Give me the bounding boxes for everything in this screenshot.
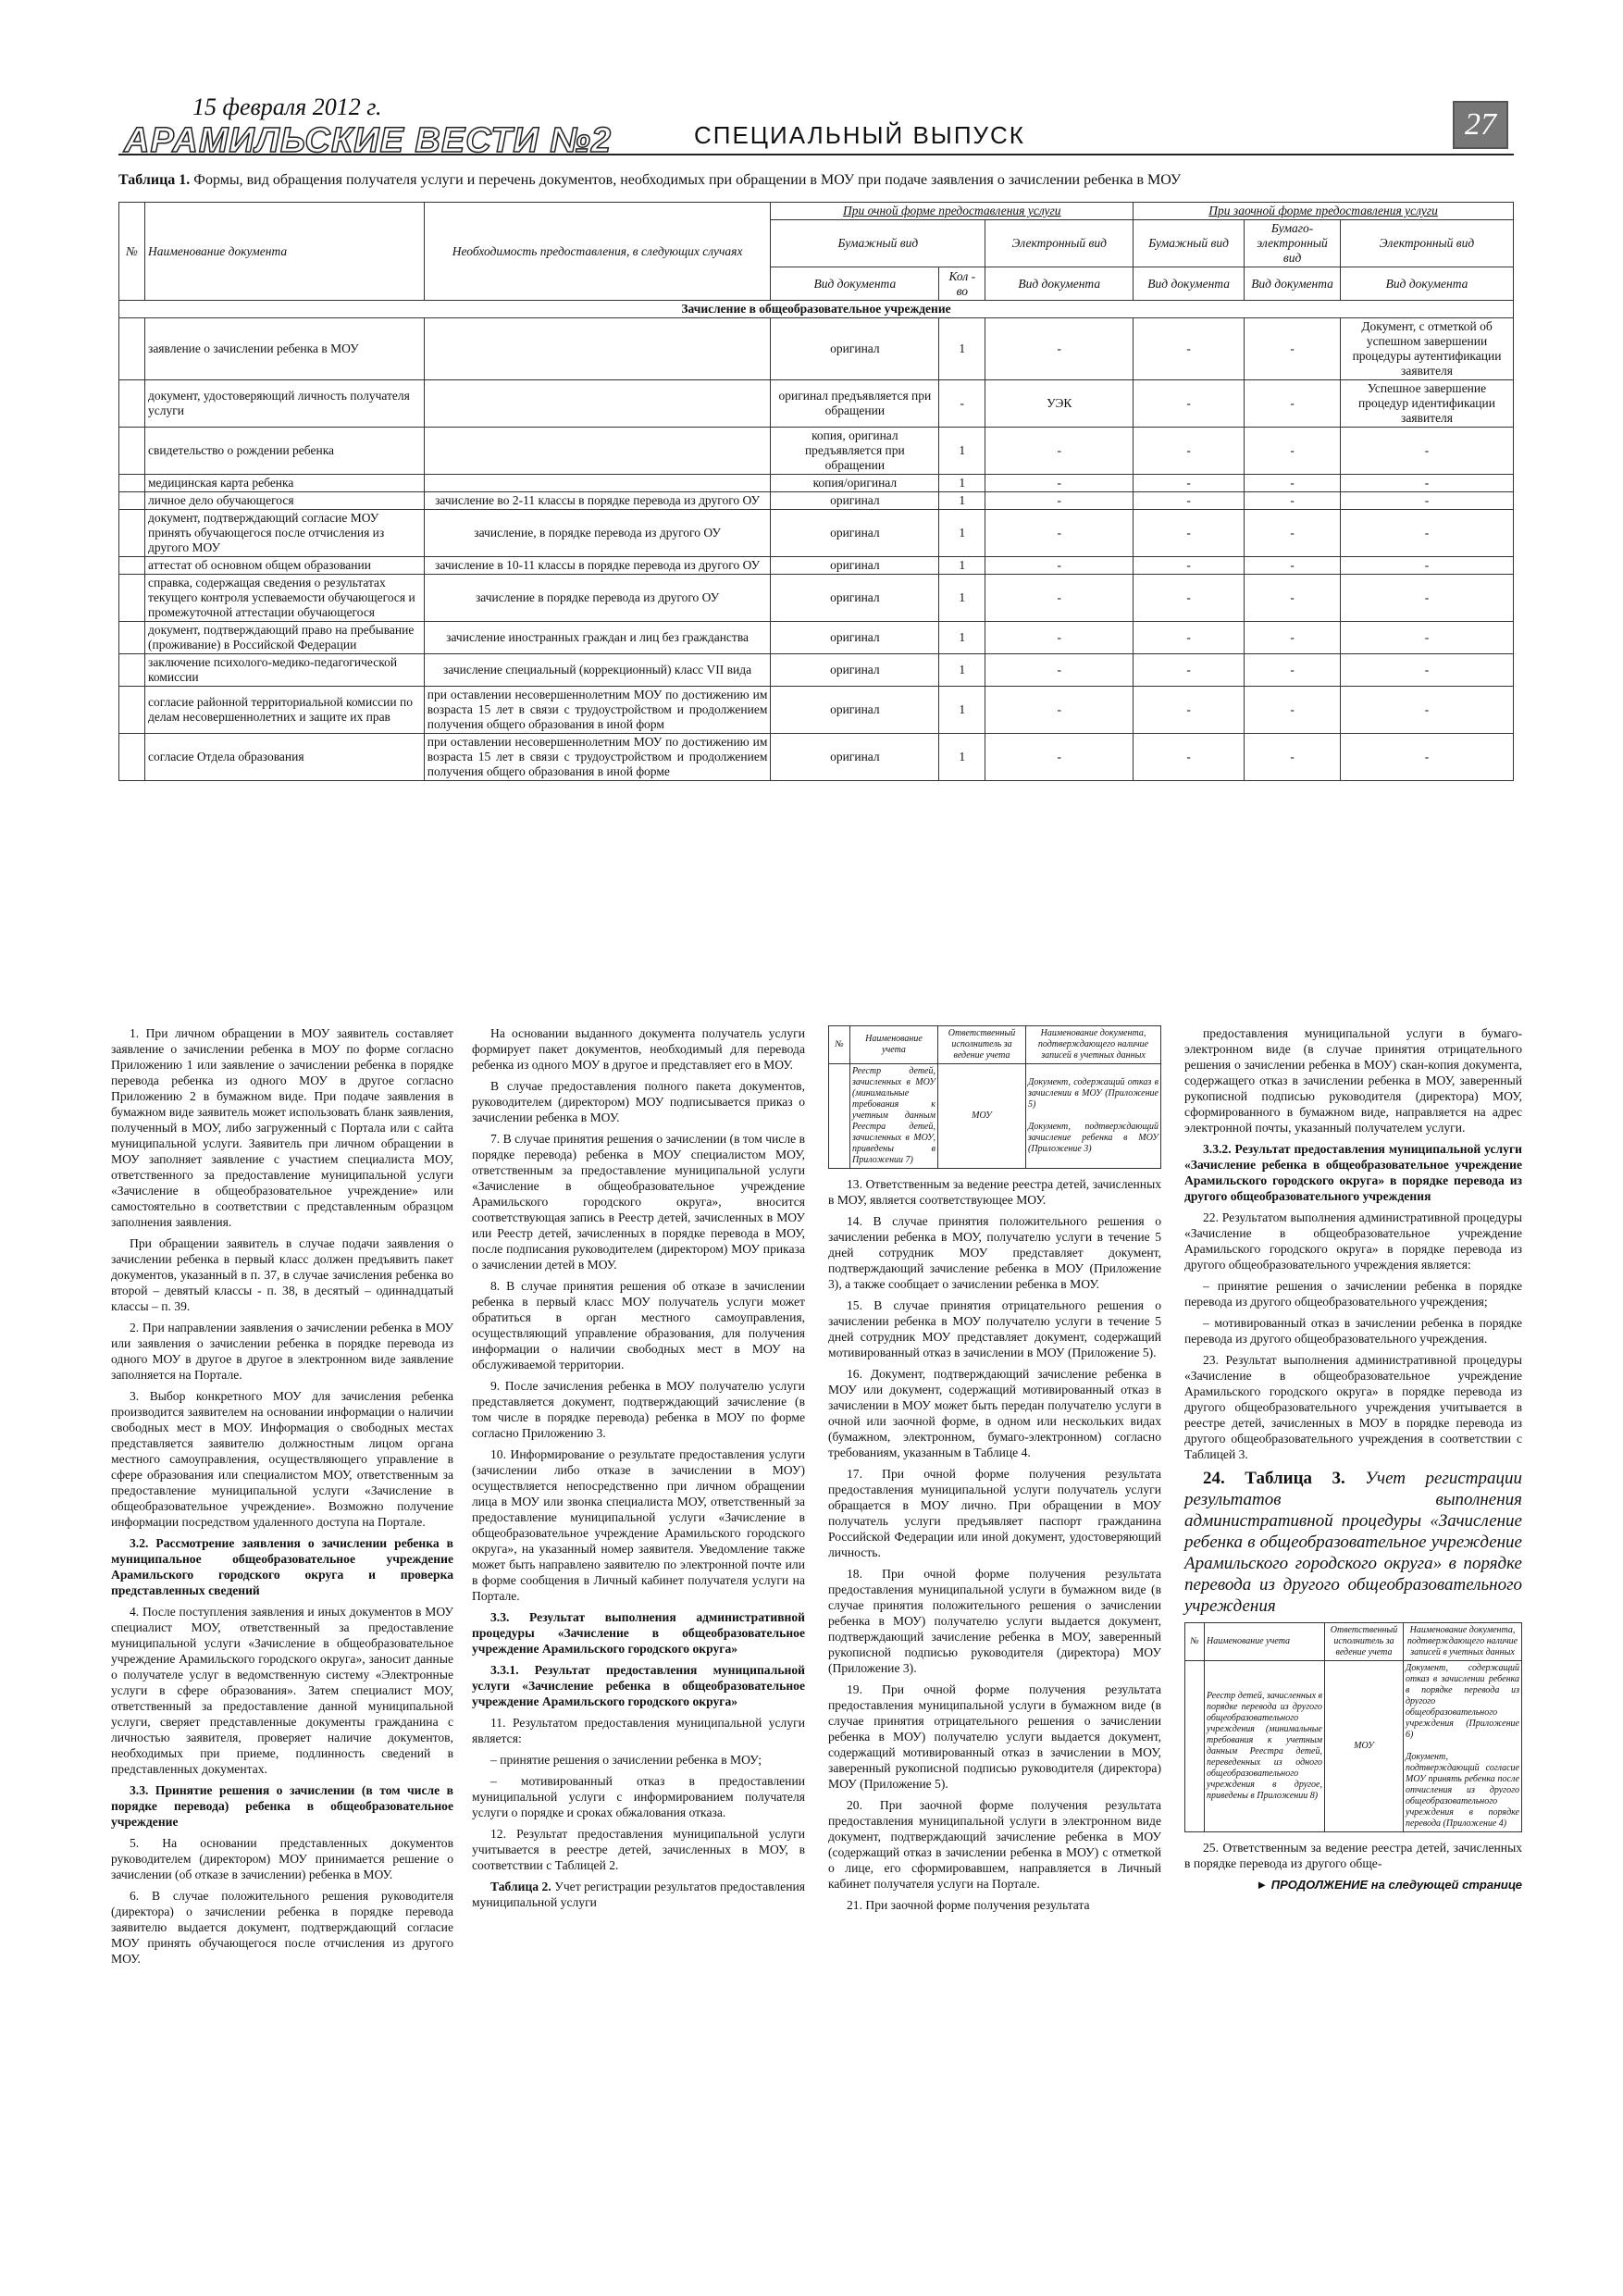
text-column-3 (828, 1025, 1161, 1918)
table-cell (119, 492, 145, 510)
table-cell (424, 380, 771, 428)
section-heading: 3.3.2. Результат предоставления муниципальной услуги «Зачисление ребенка в общеобразовательное учреждение Арамильского городского округа» в порядке перевода из другого общеобразовательного учреждения (1184, 1142, 1522, 1203)
table-cell: - (1134, 734, 1245, 781)
table-cell (119, 318, 145, 380)
table-cell: 1 (939, 318, 985, 380)
table-cell: - (1134, 557, 1245, 575)
table-cell: - (1341, 510, 1514, 557)
section-heading: 3.2. Рассмотрение заявления о зачислении ребенка в муниципальное общеобразовательное учреждение Арамильского городского округа и проверка представленных сведений (111, 1536, 453, 1597)
table-cell: согласие Отдела образования (144, 734, 424, 781)
table-cell: - (1245, 318, 1341, 380)
table-cell: - (1245, 492, 1341, 510)
paragraph: 21. При заочной форме получения результата (847, 1898, 1090, 1912)
section-heading: 3.3. Результат выполнения административной процедуры «Зачисление в общеобразовательное учреждение Арамильского городского округа» (472, 1610, 805, 1656)
paragraph: 11. Результатом предоставления муниципальной услуги является: (472, 1716, 805, 1745)
table-cell: - (1134, 687, 1245, 734)
issue-date: 15 февраля 2012 г. (192, 93, 382, 120)
table1-caption: Таблица 1. Формы, вид обращения получателя услуги и перечень документов, необходимых при обращении в МОУ при подаче заявления о зачислении ребенка в МОУ (118, 172, 1182, 188)
paragraph: – принятие решения о зачислении ребенка в МОУ; (490, 1753, 762, 1767)
table-cell: зачисление в порядке перевода из другого ОУ (424, 575, 771, 622)
newspaper-title: АРАМИЛЬСКИЕ ВЕСТИ №2 (124, 121, 612, 160)
table-cell: заявление о зачислении ребенка в МОУ (144, 318, 424, 380)
table-row (119, 654, 1514, 687)
paragraph: 16. Документ, подтверждающий зачисление ребенка в МОУ или документ, содержащий мотивированный отказ в зачислении в МОУ может быть передан получателю услуги в очной или заочной форме, в одном или нескольких видах (бумажном, электронном, бумаго-электронном) согласно требованиям, указанным в Таблице 4. (828, 1367, 1161, 1459)
text-column-4 (1184, 1025, 1522, 1898)
table-cell: - (1245, 475, 1341, 492)
special-issue-label: СПЕЦИАЛЬНЫЙ ВЫПУСК (694, 121, 1025, 149)
paragraph: предоставления муниципальной услуги в бумаго-электронном виде (в случае принятия отрицательного решения о зачислении ребенка в МОУ) скан-копия документа, содержащего отказ в зачислении ребенка в МОУ, заверенный рукописной подписью руководителя (директора) МОУ, сформированного в бумажном виде, направляется на адрес электронной почты, указанный получателем услуги. (1184, 1026, 1522, 1135)
table-cell: - (985, 622, 1134, 654)
table-cell: - (1341, 654, 1514, 687)
table-cell: - (985, 318, 1134, 380)
table-cell: - (939, 380, 985, 428)
paragraph: 23. Результат выполнения административной процедуры «Зачисление в общеобразовательное учреждение Арамильского городского округа» в порядке перевода из другого общеобразовательного учреждения учитывается в реестре детей, зачисленных в МОУ в порядке перевода из другого общеобразовательного учреждения в соответствии с Таблицей 3. (1184, 1353, 1522, 1461)
paragraph: 5. На основании представленных документов руководителем (директором) МОУ принимается решение о зачислении (об отказе в зачислении) ребенка в МОУ. (111, 1836, 453, 1881)
paragraph: 18. При очной форме получения результата предоставления муниципальной услуги в бумажном виде (в случае принятия положительного решения о зачислении ребенка в МОУ) получателю услуги выдается документ, подтверждающий зачисление ребенка в МОУ, заверенный рукописной подписью руководителя (директора) МОУ (Приложение 3). (828, 1567, 1161, 1675)
table-cell: копия/оригинал (771, 475, 939, 492)
table-cell (119, 734, 145, 781)
paragraph: При обращении заявитель в случае подачи заявления о зачислении ребенка в первый класс должен предъявить пакет документов, указанный в п. 37, в случае зачисления ребенка во второй – девятый классы - п. 38, в десятый – одиннадцатый классы – п. 39. (111, 1236, 453, 1313)
table-cell: - (985, 734, 1134, 781)
table-cell: - (1134, 622, 1245, 654)
table-cell: аттестат об основном общем образовании (144, 557, 424, 575)
table-cell: оригинал (771, 734, 939, 781)
table-cell: зачисление иностранных граждан и лиц без гражданства (424, 622, 771, 654)
table-cell: - (1341, 557, 1514, 575)
table-cell: оригинал (771, 575, 939, 622)
table-cell: справка, содержащая сведения о результатах текущего контроля успеваемости обучающегося и промежуточной аттестации обучающегося (144, 575, 424, 622)
table-cell: - (985, 428, 1134, 475)
table-cell: при оставлении несовершеннолетним МОУ по достижению им возраста 15 лет в связи с трудоустройством и продолжением получения общего образования в иной форме (424, 734, 771, 781)
continued-note: ► ПРОДОЛЖЕНИЕ на следующей странице (1256, 1878, 1522, 1892)
table-row (119, 687, 1514, 734)
table-cell: - (1245, 687, 1341, 734)
table1: № Наименование документа Необходимость предоставления, в следующих случаях При очной форме предоставления услуги При заочной форме предоставления услуги Бумажный вид Электронный вид Бумажный вид Бумаго-электронный вид Электронный вид Вид документа Кол - во Вид документа Вид документа Вид документа Вид документа Зачисление в общеобразовательное учреждение заявление о зачислении ребенка в МОУ оригинал 1 - - - Документ, с отметкой об успешном завершении процедуры аутентификации заявителя документ, удостоверяющий личность получателя услуги оригинал предъявляется при обращении - УЭК - - Успешное завершение процедур идентификации заявителя свидетельство о рождении ребенка копия, оригинал предъявляется при обращении 1 - - - - медицинская карта ребенка копия/оригинал 1 - - - - личное дело обучающегося зачисление во 2-11 классы в порядке перевода из другого ОУ оригинал 1 - - - - документ, подтверждающий согласие МОУ принять обучающегося после отчисления из другого МОУ зачисление, в порядке перевода из другого ОУ оригинал 1 - - - - аттестат об основном общем образовании зачисление в 10-11 классы в порядке перевода из другого ОУ оригинал 1 - - - - справка, содержащая сведения о результатах текущего контроля успеваемости обучающегося и промежуточной аттестации обучающегося зачисление в порядке перевода из другого ОУ оригинал 1 - - - - документ, подтверждающий право на пребывание (проживание) в Российской Федерации зачисление иностранных граждан и лиц без гражданства оригинал 1 - - - - заключение психолого-медико-педагогической комиссии зачисление специальный (коррекционный) класс VII вида оригинал 1 - - - - согласие районной территориальной комиссии по делам несовершеннолетних и защите их прав при оставлении несовершеннолетним МОУ по достижению им возраста 15 лет в связи с трудоустройством и продолжением получения общего образования в иной форм оригинал 1 - - - - согласие Отдела образования при оставлении несовершеннолетним МОУ по достижению им возраста 15 лет в связи с трудоустройством и продолжением получения общего образования в иной форме оригинал 1 - - - - (118, 202, 1514, 781)
table-row (119, 428, 1514, 475)
paragraph: – принятие решения о зачислении ребенка в порядке перевода из другого общеобразовательного учреждения; (1184, 1279, 1522, 1309)
paragraph: 10. Информирование о результате предоставления услуги (зачислении либо отказе в зачислении в МОУ) осуществляется непосредственно при личном обращении лица в МОУ или звонка специалиста МОУ, ответственный за предоставление муниципальной услуги «Зачисление в общеобразовательное учреждение Арамильского городского округа», на указанный номер заявителя. Уведомление также может быть направлено заявителю по электронной почте или в форме сообщения в Личный кабинет получателя услуги на Портале. (472, 1447, 805, 1603)
table-cell (119, 428, 145, 475)
table-cell: документ, подтверждающий согласие МОУ принять обучающегося после отчисления из другого МОУ (144, 510, 424, 557)
table3: № Наименование учета Ответственный исполнитель за ведение учета Наименование документа, подтверждающего наличие записей в учетных данных Реестр детей, зачисленных в порядке перевода из другого общеобразовательного учреждения (минимальные требования к учетным данным Реестра детей, переведенных из одного общеобразовательного учреждения в другое, приведены в Приложении 8) МОУ Документ, содержащий отказ в зачислении ребенка в порядке перевода из другого общеобразовательного учреждения (Приложение 6) Документ, подтверждающий согласие МОУ принять ребенка после отчисления из другого общеобразовательного учреждения в порядке перевода (Приложение 4) (1184, 1622, 1522, 1832)
table-cell: - (1245, 734, 1341, 781)
table-row (119, 622, 1514, 654)
table-cell: - (1341, 428, 1514, 475)
table-row (119, 575, 1514, 622)
paragraph: – мотивированный отказ в предоставлении муниципальной услуги с информированием получателя услуги о порядке и сроках обжалования отказа. (472, 1774, 805, 1819)
table-cell: 1 (939, 428, 985, 475)
table-cell: - (1341, 575, 1514, 622)
table1-section: Зачисление в общеобразовательное учреждение (119, 301, 1514, 318)
table-cell: оригинал (771, 687, 939, 734)
table-cell: зачисление, в порядке перевода из другого ОУ (424, 510, 771, 557)
table-cell: 1 (939, 734, 985, 781)
table-row (119, 557, 1514, 575)
table-cell: оригинал предъявляется при обращении (771, 380, 939, 428)
table-cell: - (1245, 428, 1341, 475)
table-cell: оригинал (771, 510, 939, 557)
table-row (119, 492, 1514, 510)
paragraph: 7. В случае принятия решения о зачислении (в том числе в порядке перевода) ребенка в МОУ специалистом МОУ, ответственным за предоставление муниципальной услуги «Зачисление в общеобразовательное учреждение Арамильского городского округа», вносится соответствующая запись в Реестр детей, зачисленных в МОУ или Реестр детей, зачисленных в порядке перевода в МОУ, после подписания руководителем (директором) МОУ приказа о зачислении детей в МОУ. (472, 1132, 805, 1272)
table-cell: 1 (939, 475, 985, 492)
paragraph: 20. При заочной форме получения результата предоставления муниципальной услуги в электронном виде документ, подтверждающий зачисление ребенка в МОУ (содержащий отказ в зачислении ребенка в МОУ) с отметкой о лице, его сформировавшем, направляется в Личный кабинет получателя услуги на Портале. (828, 1798, 1161, 1891)
table-cell: - (985, 510, 1134, 557)
table-cell (119, 654, 145, 687)
table-cell: - (1245, 654, 1341, 687)
section-heading: 3.3. Принятие решения о зачислении (в том числе в порядке перевода) ребенка в общеобразовательное учреждение (111, 1783, 453, 1829)
table-cell: 1 (939, 510, 985, 557)
table-cell: заключение психолого-медико-педагогической комиссии (144, 654, 424, 687)
table-cell: Успешное завершение процедур идентификации заявителя (1341, 380, 1514, 428)
table-cell: - (1134, 575, 1245, 622)
table-cell: медицинская карта ребенка (144, 475, 424, 492)
table-cell: - (1341, 492, 1514, 510)
paragraph: 15. В случае принятия отрицательного решения о зачислении ребенка в МОУ получателю услуги в течение 5 дней сотрудник МОУ представляет документ, содержащий мотивированный отказ в зачислении в МОУ (Приложение 5). (828, 1298, 1161, 1359)
table-cell: - (985, 687, 1134, 734)
table-cell: - (1134, 492, 1245, 510)
paragraph: 2. При направлении заявления о зачислении ребенка в МОУ или заявления о зачислении ребенка в порядке перевода из одного МОУ в другое в другое в электронном виде заявление заполняется на Портале. (111, 1321, 453, 1382)
table-cell: 1 (939, 575, 985, 622)
paragraph: 14. В случае принятия положительного решения о зачислении ребенка в МОУ, получателю услуги в течение 5 дней сотрудник МОУ представляет документ, подтверждающий зачисление ребенка в МОУ (Приложение 3), а также сообщает о зачислении ребенка в МОУ. (828, 1214, 1161, 1291)
table-cell: - (1245, 510, 1341, 557)
page-number: 27 (1453, 101, 1508, 149)
table-cell (424, 475, 771, 492)
table-cell: - (1134, 428, 1245, 475)
table-cell: - (1341, 687, 1514, 734)
paragraph: 4. После поступления заявления и иных документов в МОУ специалист МОУ, ответственный за предоставление муниципальной услуги «Зачисление в общеобразовательное учреждение Арамильского городского округа», заносит данные о получателе услуг в ведомственную систему «Электронные услуги в сфере образования». Затем специалист МОУ, ответственный за предоставление данной муниципальной услуги, сверяет представленные документы гражданина с личностью заявителя, проверяет наличие документов, необходимых при приеме, подлинность сведений в представленных документах. (111, 1605, 453, 1776)
table-cell: копия, оригинал предъявляется при обращении (771, 428, 939, 475)
page-header (111, 88, 1518, 171)
table-cell: - (1341, 475, 1514, 492)
table-cell: - (985, 557, 1134, 575)
table3-caption: 24. Таблица 3. Учет регистрации результатов выполнения административной процедуры «Зачисление ребенка в общеобразовательное учреждение Арамильского городского округа» в порядке перевода из другого общеобразовательного учреждения (1184, 1469, 1523, 1616)
table-cell (119, 687, 145, 734)
paragraph: 25. Ответственным за ведение реестра детей, зачисленных в порядке перевода из другого обще- (1184, 1841, 1522, 1870)
paragraph: 17. При очной форме получения результата предоставления муниципальной услуги получатель услуги обращается в МОУ лично. При обращении в МОУ получатель услуги предъявляет паспорт гражданина Российской Федерации или иной документ, удостоверяющий личность. (828, 1467, 1161, 1559)
table-cell: оригинал (771, 622, 939, 654)
text-column-1 (111, 1025, 453, 1972)
table-cell: 1 (939, 654, 985, 687)
paragraph: 12. Результат предоставления муниципальной услуги учитывается в реестре детей, зачисленных в МОУ, в соответствии с Таблицей 2. (472, 1827, 805, 1872)
paragraph: – мотивированный отказ в зачислении ребенка в порядке перевода из другого общеобразовательного учреждения. (1184, 1316, 1522, 1346)
paragraph: На основании выданного документа получатель услуги формирует пакет документов, необходимый для перевода ребенка из одного МОУ в другое и представляет его в МОУ. (472, 1026, 805, 1072)
table-row (119, 475, 1514, 492)
table-cell (119, 475, 145, 492)
table-cell: - (1134, 318, 1245, 380)
table-cell: оригинал (771, 492, 939, 510)
table-cell: оригинал (771, 318, 939, 380)
paragraph: В случае предоставления полного пакета документов, руководителем (директором) МОУ подписывается приказ о зачислении ребенка в МОУ. (472, 1079, 805, 1124)
table-cell: оригинал (771, 557, 939, 575)
table-cell: - (1245, 622, 1341, 654)
table-row (119, 734, 1514, 781)
table-cell: документ, удостоверяющий личность получателя услуги (144, 380, 424, 428)
table-cell: свидетельство о рождении ребенка (144, 428, 424, 475)
table-cell: - (1134, 510, 1245, 557)
section-heading: 3.3.1. Результат предоставления муниципальной услуги «Зачисление ребенка в общеобразовательное учреждение Арамильского городского округа» (472, 1663, 805, 1708)
table-cell: 1 (939, 687, 985, 734)
table-cell (119, 557, 145, 575)
table2: № Наименование учета Ответственный исполнитель за ведение учета Наименование документа, подтверждающего наличие записей в учетных данных Реестр детей, зачисленных в МОУ (минимальные требования к учетным данным Реестра детей, зачисленных в МОУ, приведены в Приложении 7) МОУ Документ, содержащий отказ в зачислении в МОУ (Приложение 5) Документ, подтверждающий зачисление ребенка в МОУ (Приложение 3) (828, 1025, 1161, 1169)
table-cell: зачисление в 10-11 классы в порядке перевода из другого ОУ (424, 557, 771, 575)
table-cell: при оставлении несовершеннолетним МОУ по достижению им возраста 15 лет в связи с трудоустройством и продолжением получения общего образования в иной форм (424, 687, 771, 734)
paragraph: 8. В случае принятия решения об отказе в зачислении ребенка в первый класс МОУ получатель услуги может обратиться в орган местного самоуправления, осуществляющий управление образования, для получения информации о наличии свободных мест в МОУ на обслуживаемой территории. (472, 1279, 805, 1371)
table-row (119, 318, 1514, 380)
table-row (119, 380, 1514, 428)
table-cell: личное дело обучающегося (144, 492, 424, 510)
paragraph: 3. Выбор конкретного МОУ для зачисления ребенка производится заявителем на основании информации о наличии свободных мест в МОУ. Информация о свободных местах представляется заявителю должностным лицом органа местного самоуправления, осуществляющего управление в сфере образования или специалистом МОУ, ответственным за предоставление муниципальной услуги «Зачисление в общеобразовательное учреждение». Возможно получение информации посредством удаленного доступа на Портале. (111, 1389, 453, 1529)
table-cell: - (985, 492, 1134, 510)
table-cell: - (1245, 557, 1341, 575)
table-cell: - (1134, 475, 1245, 492)
table-cell: - (1134, 380, 1245, 428)
table-cell (119, 380, 145, 428)
table-cell: согласие районной территориальной комиссии по делам несовершеннолетних и защите их прав (144, 687, 424, 734)
table-cell: 1 (939, 622, 985, 654)
table-row (119, 510, 1514, 557)
paragraph: 22. Результатом выполнения административной процедуры «Зачисление в общеобразовательное учреждение Арамильского городского округа» в порядке перевода из другого общеобразовательного учреждения является: (1184, 1210, 1522, 1272)
table-cell: зачисление специальный (коррекционный) класс VII вида (424, 654, 771, 687)
table-cell (119, 575, 145, 622)
table-cell: 1 (939, 557, 985, 575)
table-cell: - (985, 575, 1134, 622)
table-cell: - (1245, 575, 1341, 622)
paragraph: 9. После зачисления ребенка в МОУ получателю услуги представляется документ, подтверждающий зачисление (в том числе в порядке перевода) ребенка в МОУ по форме согласно Приложению 3. (472, 1379, 805, 1440)
table-cell: - (1341, 622, 1514, 654)
table-cell: УЭК (985, 380, 1134, 428)
table-cell: - (1341, 734, 1514, 781)
table-cell: документ, подтверждающий право на пребывание (проживание) в Российской Федерации (144, 622, 424, 654)
paragraph: 6. В случае положительного решения руководителя (директора) о зачислении ребенка в порядке перевода заявителю выдается документ, подтверждающий согласие МОУ принять обучающегося после отчисления из другого МОУ. (111, 1889, 453, 1966)
paragraph: 19. При очной форме получения результата предоставления муниципальной услуги в бумажном виде (в случае принятия отрицательного решения о зачислении ребенка в МОУ) получателю услуги выдается документ, содержащий мотивированный отказ в зачислении в МОУ, заверенный рукописной подписью руководителя (директора) МОУ (Приложение 5). (828, 1682, 1161, 1791)
header-rule (118, 154, 1514, 155)
table-cell: - (1134, 654, 1245, 687)
paragraph: 13. Ответственным за ведение реестра детей, зачисленных в МОУ, является соответствующее МОУ. (828, 1177, 1161, 1207)
table-cell (424, 428, 771, 475)
table-cell (119, 510, 145, 557)
table2-caption: Таблица 2. Учет регистрации результатов предоставления муниципальной услуги (472, 1880, 805, 1909)
table-cell (424, 318, 771, 380)
table-cell: зачисление во 2-11 классы в порядке перевода из другого ОУ (424, 492, 771, 510)
text-column-2 (472, 1025, 805, 1916)
table-cell: - (1245, 380, 1341, 428)
table-cell: 1 (939, 492, 985, 510)
table-cell (119, 622, 145, 654)
table-cell: - (985, 654, 1134, 687)
table-cell: - (985, 475, 1134, 492)
table-cell: Документ, с отметкой об успешном завершении процедуры аутентификации заявителя (1341, 318, 1514, 380)
paragraph: 1. При личном обращении в МОУ заявитель составляет заявление о зачислении ребенка в МОУ по форме согласно Приложению 1 или заявление о зачислении ребенка в порядке перевода ребенка из одного МОУ в другое согласно Приложению 2 в бумажном виде. При подаче заявления в бумажном виде заявитель может использовать бланк заявления, полученный в МОУ, либо загруженный с Портала или с сайта муниципальной услуги. Заявитель при личном обращении в МОУ заполняет заявление с участием специалиста МОУ, ответственного за предоставление муниципальной услуги «Зачисление в общеобразовательное учреждение» или самостоятельно в соответствии с представленным образцом заполнения заявления. (111, 1026, 453, 1229)
table-cell: оригинал (771, 654, 939, 687)
